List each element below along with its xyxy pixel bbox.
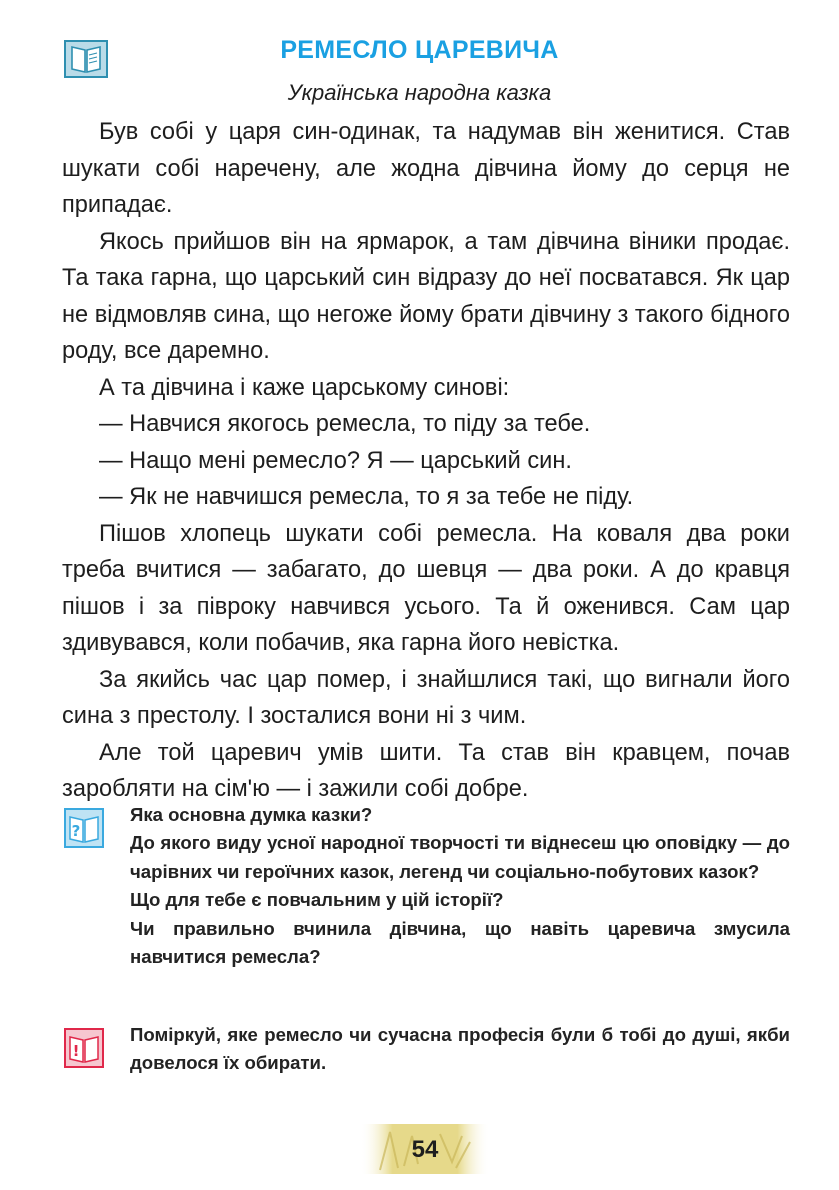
story-text <box>62 114 790 808</box>
story-paragraph: А та дівчина і каже царському синові: <box>99 374 510 401</box>
dialogue-line: — Навчися якогось ремесла, то піду за тебе. <box>99 411 591 437</box>
question-item: Що для тебе є повчальним у цій історії? <box>130 889 504 911</box>
think-book-icon <box>64 1028 104 1068</box>
page-subtitle: Українська народна казка <box>287 80 552 105</box>
task-block <box>130 1021 790 1078</box>
page-number: 54 <box>411 1136 439 1163</box>
story-paragraph: Якось прийшов він на ярмарок, а там дівчина віники продає. Та така гарна, що царський син відразу до неї посватався. Як цар не відмовляв сина, що негоже йому брати дівчину з такого бідного роду, все даремно. <box>62 228 790 364</box>
question-item: Яка основна думка казки? <box>130 804 373 825</box>
dialogue-line: — Як не навчишся ремесла, то я за тебе не піду. <box>99 484 634 510</box>
question-book-icon <box>64 808 104 848</box>
story-paragraph: За якийсь час цар помер, і знайшлися такі, що вигнали його сина з престолу. І зосталися вони ні з чим. <box>62 666 790 729</box>
svg-text:!: ! <box>72 1042 80 1060</box>
svg-text:?: ? <box>71 822 81 840</box>
story-paragraph: Був собі у царя син-одинак, та надумав він женитися. Став шукати собі наречену, але жодна дівчина йому до серця не припадає. <box>62 119 790 218</box>
questions-block <box>130 801 790 971</box>
story-paragraph: Пішов хлопець шукати собі ремесла. На коваля два роки треба вчитися — забагато, до шевця — два роки. А до кравця пішов і за півроку навчився усього. Та й оженився. Сам цар здивувався, коли побачив, яка гарна його невістка. <box>62 520 790 656</box>
question-item: До якого виду усної народної творчості ти віднесеш цю оповідку — до чарівних чи героїчних казок, легенд чи соціально-побутових казок? <box>130 832 790 882</box>
story-paragraph: Але той царевич умів шити. Та став він кравцем, почав заробляти на сім'ю — і зажили собі добре. <box>62 739 790 802</box>
task-text: Поміркуй, яке ремесло чи сучасна професія були б тобі до душі, якби довелося їх обирати. <box>130 1024 790 1074</box>
page-title: РЕМЕСЛО ЦАРЕВИЧА <box>280 36 559 64</box>
question-item: Чи правильно вчинила дівчина, що навіть царевича змусила навчитися ремесла? <box>130 917 790 968</box>
dialogue-line: — Нащо мені ремесло? Я — царський син. <box>99 447 572 474</box>
